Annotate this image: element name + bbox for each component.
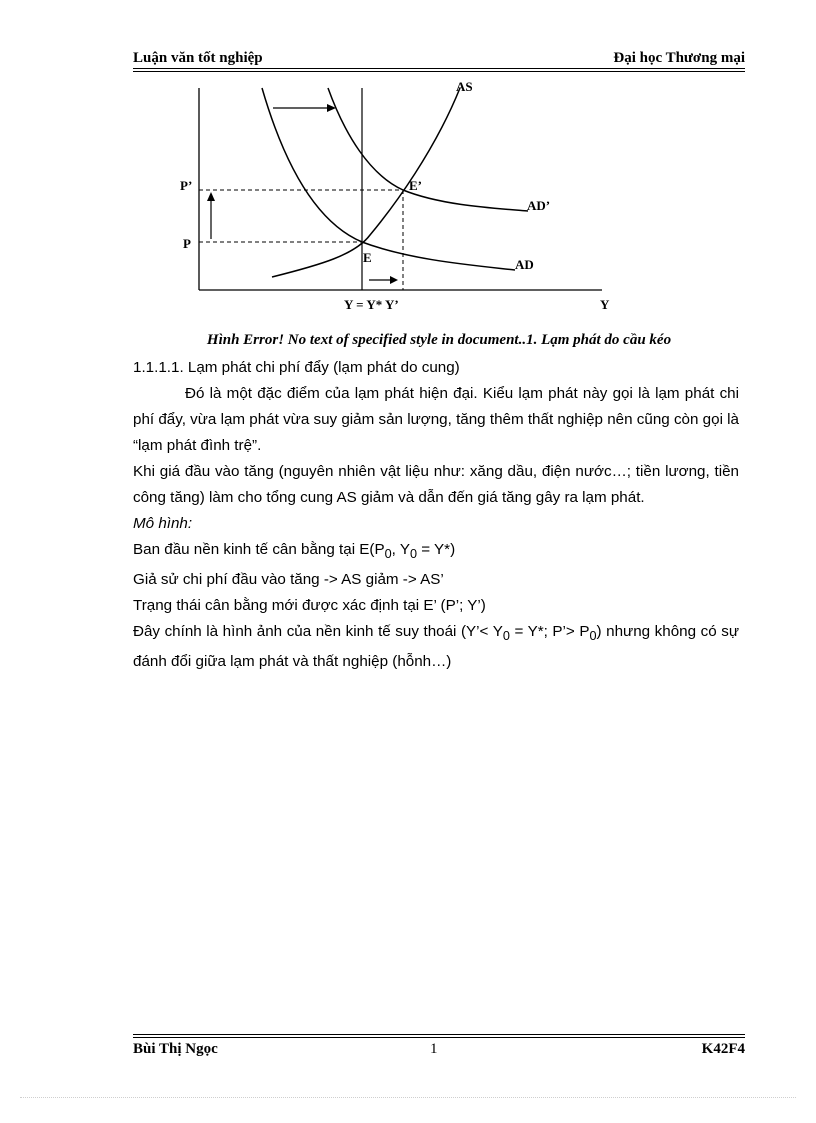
label-x-axis: Y bbox=[600, 297, 610, 310]
label-e: E bbox=[363, 250, 372, 265]
header-rule-secondary bbox=[133, 71, 745, 72]
label-ad-prime: AD’ bbox=[527, 198, 551, 213]
price-rise-arrow-head bbox=[207, 192, 215, 201]
label-p: P bbox=[183, 236, 191, 251]
page-number: 1 bbox=[430, 1041, 438, 1057]
model-line-4-a: Đây chính là hình ảnh của nền kinh tế suy thoái (Y’< Y bbox=[133, 623, 503, 641]
footer-rule bbox=[133, 1034, 745, 1035]
label-ad: AD bbox=[515, 257, 534, 272]
label-x-ticks: Y = Y* Y’ bbox=[344, 297, 399, 310]
body-content bbox=[133, 381, 739, 675]
ad-curve bbox=[262, 88, 515, 270]
paragraph-1: Đó là một đặc điểm của lạm phát hiện đại. Kiểu lạm phát này gọi là lạm phát chi phí đẩy, vừa lạm phát vừa suy giảm sản lượng, tăng thêm thất nghiệp nên cũng còn gọi là “lạm phát đình trệ”. bbox=[133, 385, 739, 454]
ad-prime-curve bbox=[328, 88, 528, 211]
header-rule bbox=[133, 68, 745, 69]
model-line-3: Trạng thái cân bằng mới được xác định tại E’ (P’; Y’) bbox=[133, 597, 486, 615]
figure-caption: Hình Error! No text of specified style in document..1. Lạm phát do cầu kéo bbox=[206, 332, 672, 348]
model-line-1-b: , Y bbox=[391, 541, 410, 558]
label-p-prime: P’ bbox=[180, 178, 193, 193]
subscript-y0: 0 bbox=[409, 547, 418, 562]
section-heading bbox=[133, 355, 739, 381]
subscript-y0-2: 0 bbox=[502, 629, 510, 644]
subscript-p0-2: 0 bbox=[589, 629, 597, 644]
model-line-2: Giả sử chi phí đầu vào tăng -> AS giảm -> AS’ bbox=[133, 571, 444, 589]
model-line-4-c: ) nhưng không có sự đánh đổi giữa lạm phát và thất nghiệp (hỗnh…) bbox=[133, 623, 739, 671]
output-shift-arrow-head bbox=[390, 276, 398, 284]
page-header bbox=[133, 50, 745, 70]
model-line-1-c: = Y*) bbox=[417, 541, 456, 558]
section-heading-text: 1.1.1.1. Lạm phát chi phí đẩy (lạm phát do cung) bbox=[133, 359, 460, 376]
model-label: Mô hình: bbox=[133, 515, 193, 532]
model-line-1 bbox=[133, 537, 739, 567]
footer-class-code: K42F4 bbox=[701, 1041, 745, 1057]
paragraph-2: Khi giá đầu vào tăng (nguyên nhiên vật liệu như: xăng dầu, điện nước…; tiền lương, tiền công tăng) làm cho tổng cung AS giảm và dẫn đến giá tăng gây ra lạm phát. bbox=[133, 463, 739, 506]
label-e-prime: E’ bbox=[409, 178, 422, 193]
model-line-4 bbox=[133, 619, 739, 675]
subscript-p0: 0 bbox=[384, 547, 392, 562]
figure-svg bbox=[170, 80, 620, 310]
model-line-4-b: = Y*; P’> P bbox=[509, 623, 590, 641]
page-edge-dotted-line bbox=[20, 1097, 796, 1098]
footer-rule-secondary bbox=[133, 1037, 745, 1038]
label-as-partial: AS bbox=[456, 80, 473, 94]
model-line-1-a: Ban đầu nền kinh tế cân bằng tại E(P bbox=[133, 541, 385, 558]
page-footer bbox=[133, 1041, 745, 1061]
demand-pull-figure bbox=[170, 80, 620, 310]
header-left: Luận văn tốt nghiệp bbox=[133, 50, 263, 66]
footer-author: Bùi Thị Ngọc bbox=[133, 1041, 218, 1057]
header-right: Đại học Thương mại bbox=[613, 50, 745, 66]
